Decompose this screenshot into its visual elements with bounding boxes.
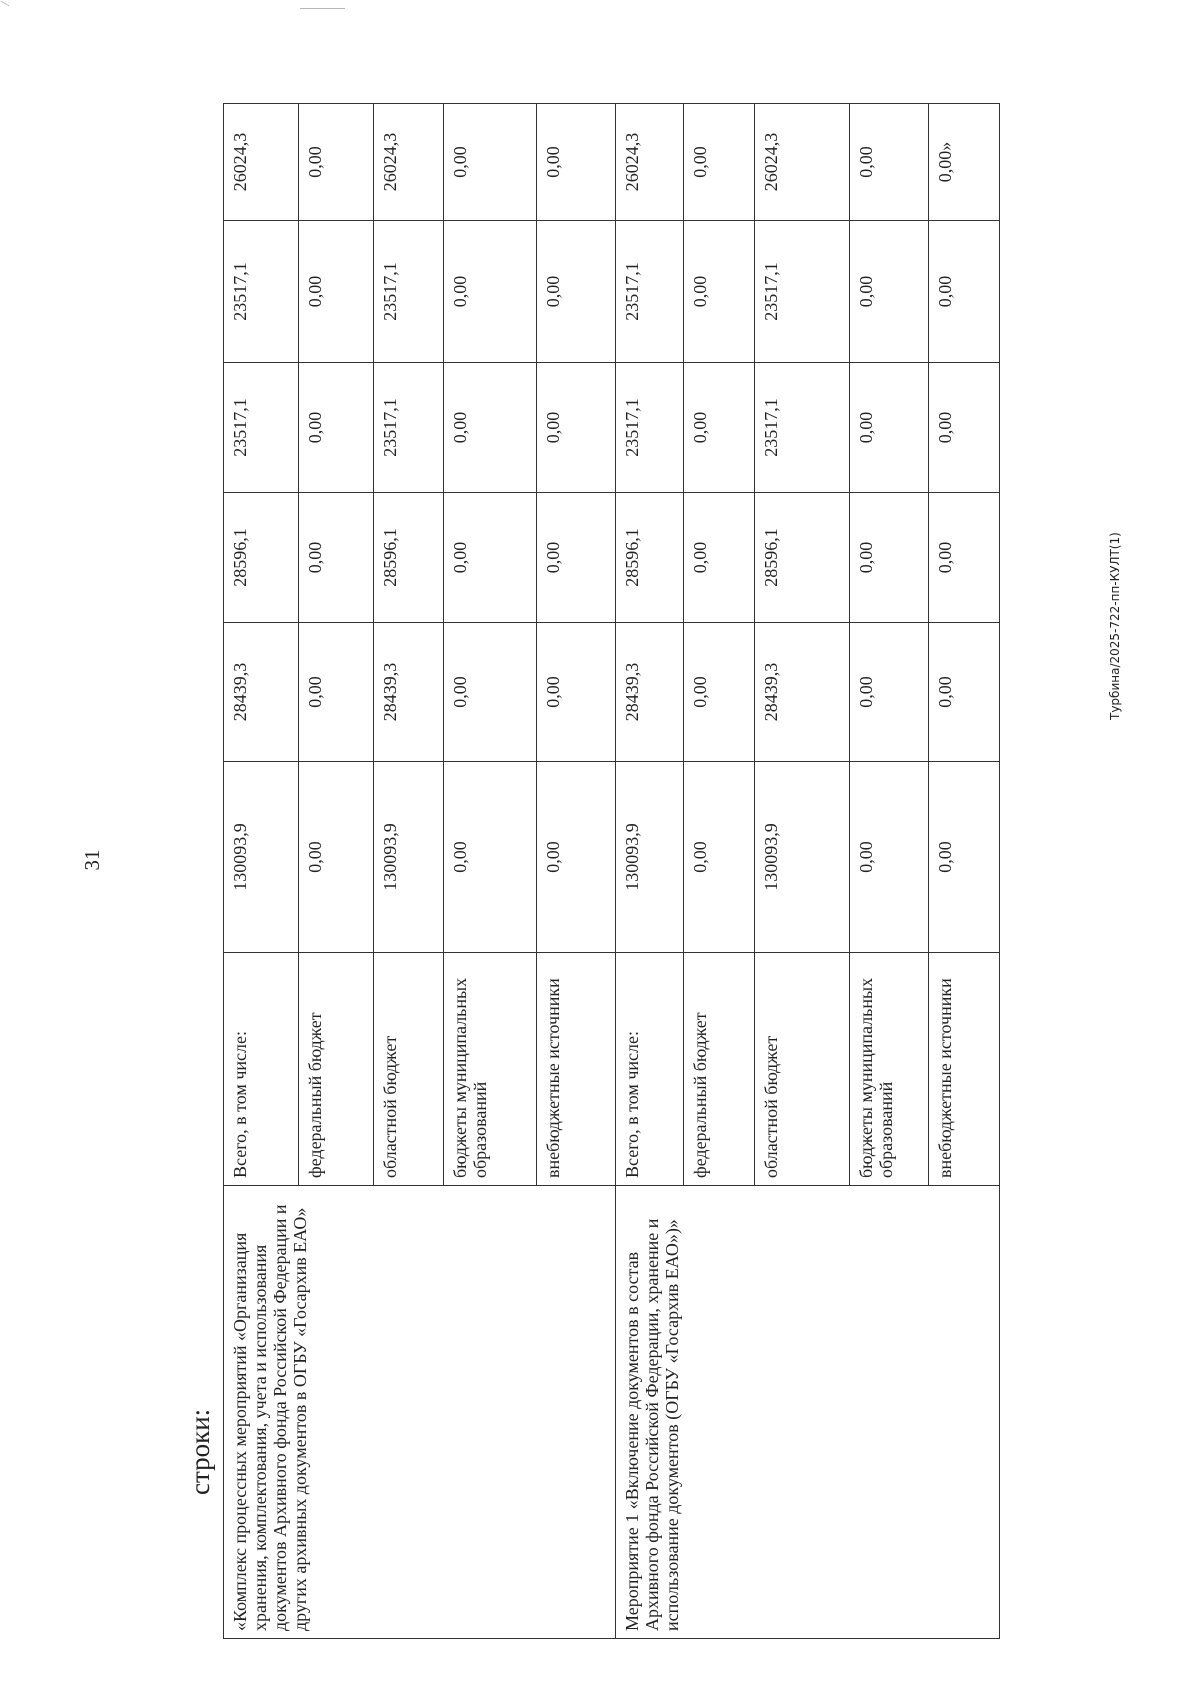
funding-source-cell: Всего, в том числе: — [615, 953, 683, 1186]
funding-source-cell: федеральный бюджет — [298, 953, 374, 1186]
funding-source-cell: областной бюджет — [755, 953, 849, 1186]
funding-source-cell: областной бюджет — [374, 953, 443, 1186]
amount-cell: 0,00 — [298, 363, 374, 493]
amount-cell: 0,00 — [928, 221, 1000, 363]
amount-cell: 23517,1 — [755, 221, 849, 363]
amount-cell: 0,00 — [536, 623, 615, 762]
amount-cell: 26024,3 — [615, 104, 683, 221]
amount-cell: 0,00 — [443, 104, 536, 221]
amount-cell: 28596,1 — [615, 493, 683, 623]
amount-cell: 0,00 — [536, 762, 615, 953]
funding-source-cell: федеральный бюджет — [683, 953, 754, 1186]
funding-source-cell: бюджеты муниципальных образований — [849, 953, 928, 1186]
amount-cell: 0,00 — [849, 762, 928, 953]
amount-cell: 28439,3 — [615, 623, 683, 762]
amount-cell: 0,00 — [536, 363, 615, 493]
funding-table — [223, 103, 1000, 1639]
amount-cell: 26024,3 — [374, 104, 443, 221]
amount-cell: 0,00 — [298, 221, 374, 363]
table-row — [224, 104, 299, 1639]
amount-cell: 0,00 — [683, 623, 754, 762]
amount-cell: 0,00 — [443, 762, 536, 953]
amount-cell: 0,00» — [928, 104, 1000, 221]
program-name-cell: Мероприятие 1 «Включение документов в состав Архивного фонда Российской Федерации, хранение и использование документов (ОГБУ «Госархив ЕАО»)» — [615, 1186, 999, 1639]
amount-cell: 26024,3 — [224, 104, 299, 221]
amount-cell: 0,00 — [928, 762, 1000, 953]
document-footer-code: Турбина/2025-722-пп-КУЛТ(1) — [1108, 532, 1122, 720]
amount-cell: 23517,1 — [224, 363, 299, 493]
amount-cell: 0,00 — [536, 493, 615, 623]
program-name-cell: «Комплекс процессных мероприятий «Организация хранения, комплектования, учета и использования документов Архивного фонда Российской Федерации и других архивных документов в ОГБУ «Госархив ЕАО» — [224, 1186, 616, 1639]
amount-cell: 0,00 — [443, 493, 536, 623]
amount-cell: 0,00 — [849, 104, 928, 221]
amount-cell: 0,00 — [928, 363, 1000, 493]
amount-cell: 28596,1 — [374, 493, 443, 623]
amount-cell: 0,00 — [683, 221, 754, 363]
amount-cell: 0,00 — [849, 493, 928, 623]
amount-cell: 130093,9 — [755, 762, 849, 953]
amount-cell: 0,00 — [536, 104, 615, 221]
amount-cell: 28596,1 — [755, 493, 849, 623]
funding-source-cell: бюджеты муниципальных образований — [443, 953, 536, 1186]
amount-cell: 23517,1 — [615, 221, 683, 363]
amount-cell: 28439,3 — [224, 623, 299, 762]
amount-cell: 130093,9 — [224, 762, 299, 953]
page-number: 31 — [80, 849, 104, 871]
scan-mark — [300, 8, 345, 9]
amount-cell: 0,00 — [849, 363, 928, 493]
amount-cell: 0,00 — [683, 363, 754, 493]
amount-cell: 130093,9 — [615, 762, 683, 953]
funding-source-cell: внебюджетные источники — [536, 953, 615, 1186]
amount-cell: 23517,1 — [374, 221, 443, 363]
scan-mark — [0, 1, 9, 7]
amount-cell: 0,00 — [298, 762, 374, 953]
amount-cell: 0,00 — [536, 221, 615, 363]
funding-table-rotated — [223, 134, 1000, 1639]
amount-cell: 0,00 — [298, 623, 374, 762]
amount-cell: 0,00 — [298, 104, 374, 221]
amount-cell: 0,00 — [443, 623, 536, 762]
amount-cell: 0,00 — [849, 623, 928, 762]
amount-cell: 130093,9 — [374, 762, 443, 953]
lead-word: строки: — [185, 1408, 215, 1495]
amount-cell: 28596,1 — [224, 493, 299, 623]
amount-cell: 23517,1 — [615, 363, 683, 493]
amount-cell: 23517,1 — [374, 363, 443, 493]
amount-cell: 0,00 — [928, 493, 1000, 623]
amount-cell: 28439,3 — [374, 623, 443, 762]
funding-source-cell: Всего, в том числе: — [224, 953, 299, 1186]
amount-cell: 0,00 — [443, 221, 536, 363]
amount-cell: 23517,1 — [224, 221, 299, 363]
amount-cell: 0,00 — [443, 363, 536, 493]
amount-cell: 0,00 — [849, 221, 928, 363]
table-row — [615, 104, 683, 1639]
amount-cell: 26024,3 — [755, 104, 849, 221]
amount-cell: 0,00 — [683, 104, 754, 221]
amount-cell: 23517,1 — [755, 363, 849, 493]
amount-cell: 28439,3 — [755, 623, 849, 762]
amount-cell: 0,00 — [928, 623, 1000, 762]
amount-cell: 0,00 — [298, 493, 374, 623]
amount-cell: 0,00 — [683, 493, 754, 623]
amount-cell: 0,00 — [683, 762, 754, 953]
funding-source-cell: внебюджетные источники — [928, 953, 1000, 1186]
